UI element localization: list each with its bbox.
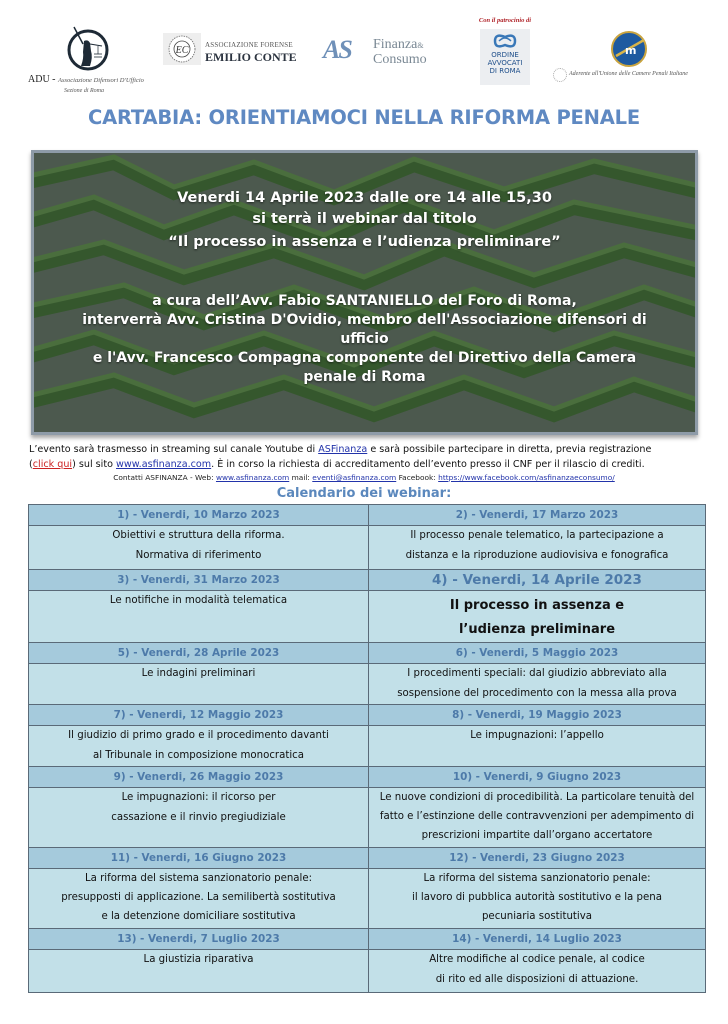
afec-big-text: EMILIO CONTE	[205, 50, 297, 64]
session-topic-cell	[369, 664, 706, 705]
asf-line2: Consumo	[373, 52, 427, 67]
adu-logo	[28, 22, 158, 102]
session-topic-cell	[369, 726, 706, 767]
session-topic-line: Le indagini preliminari	[141, 668, 256, 679]
site-link[interactable]: www.asfinanza.com	[116, 459, 212, 470]
session-topic-line: Le impugnazioni: il ricorso per	[121, 792, 276, 803]
session-date-header: 9) - Venerdi, 26 Maggio 2023	[29, 767, 369, 788]
streaming-info: L’evento sarà trasmesso in streaming sul canale Youtube di ASFinanza e sarà possibile partecipare in diretta, previa registrazione	[29, 444, 652, 455]
oar-knot-icon	[491, 31, 519, 51]
calendar-header-row	[29, 929, 706, 950]
calendar-header-row	[29, 643, 706, 664]
session-topic-line: La riforma del sistema sanzionatorio penale:	[84, 873, 313, 884]
calendar-header-row	[29, 570, 706, 591]
session-date-header: 3) - Venerdi, 31 Marzo 2023	[29, 570, 369, 591]
ucpi-text: Aderente all'Unione delle Camere Penali Italiane	[569, 71, 688, 77]
session-topic-cell	[369, 591, 706, 643]
session-date-header: 12) - Venerdi, 23 Giugno 2023	[369, 848, 706, 869]
calendar-body-row	[29, 591, 706, 643]
session-topic-line: presupposti di applicazione. La semilibertà sostitutiva	[61, 892, 336, 903]
session-topic-cell	[29, 526, 369, 570]
calendar-body-row	[29, 788, 706, 848]
contacts-line: Contatti ASFINANZA - Web: www.asfinanza.com mail: eventi@asfinanza.com Facebook: https://www.facebook.com/asfinanzaeconsumo/	[113, 473, 615, 482]
session-topic-cell	[369, 950, 706, 993]
session-topic-line: Il giudizio di primo grado e il procedimento davanti	[68, 730, 329, 741]
ucpi-seal-icon	[553, 68, 567, 82]
hero-speaker-line2: interverrà Avv. Cristina D'Ovidio, membro dell'Associazione difensori di	[82, 312, 647, 328]
session-topic-line: I procedimenti speciali: dal giudizio abbreviato alla	[407, 668, 667, 679]
hero-speaker-line1: a cura dell’Avv. Fabio SANTANIELLO del Foro di Roma,	[152, 293, 577, 309]
svg-text:m: m	[625, 44, 637, 57]
session-topic-cell	[29, 664, 369, 705]
calendar-table	[28, 504, 706, 993]
session-topic-cell	[29, 726, 369, 767]
session-topic-cell	[369, 869, 706, 929]
session-topic-cell	[29, 950, 369, 993]
calendar-header-row	[29, 505, 706, 526]
adu-name: ADU - Associazione Difensori D'Ufficio	[28, 74, 144, 85]
session-date-header: 2) - Venerdi, 17 Marzo 2023	[369, 505, 706, 526]
calendar-header-row	[29, 848, 706, 869]
calendar-body-row	[29, 526, 706, 570]
session-topic-line: di rito ed alle disposizioni di attuazione.	[435, 974, 639, 985]
oar-text: ORDINE AVVOCATI DI ROMA	[487, 51, 523, 75]
ucpi-logo	[548, 28, 713, 88]
contacts-mail-link[interactable]: eventi@asfinanza.com	[312, 473, 397, 482]
calendar-body-row	[29, 869, 706, 929]
session-topic-line: Obiettivi e struttura della riforma.	[112, 530, 285, 541]
hero-speaker-line5: penale di Roma	[303, 369, 426, 385]
calendar-body-row	[29, 664, 706, 705]
session-topic-line: Normativa di riferimento	[135, 550, 262, 561]
session-topic-line: Le notifiche in modalità telematica	[109, 595, 288, 606]
session-date-header: 1) - Venerdi, 10 Marzo 2023	[29, 505, 369, 526]
hero-webinar-title: “Il processo in assenza e l’udienza preliminare”	[168, 234, 561, 250]
asfinanza-youtube-link[interactable]: ASFinanza	[318, 444, 368, 455]
session-topic-line: al Tribunale in composizione monocratica	[92, 750, 305, 761]
asfinanza-logo	[323, 35, 443, 71]
session-topic-line: Altre modifiche al codice penale, al codice	[429, 954, 645, 965]
afec-logo	[163, 33, 303, 65]
calendar-body-row	[29, 726, 706, 767]
session-topic-line: Il processo in assenza e	[449, 598, 625, 613]
session-topic-line: La riforma del sistema sanzionatorio penale:	[423, 873, 651, 884]
session-topic-line: sospensione del procedimento con la messa alla prova	[397, 688, 677, 699]
justice-statue-icon	[66, 24, 114, 72]
ucpi-emblem-icon	[610, 30, 648, 68]
afec-seal-icon	[163, 33, 201, 65]
hero-speaker-line3: ufficio	[340, 331, 389, 347]
session-date-header: 5) - Venerdi, 28 Aprile 2023	[29, 643, 369, 664]
asf-line1: Finanza&	[373, 37, 424, 52]
click-here-link[interactable]: click qui	[32, 459, 73, 470]
hero-banner	[31, 150, 698, 435]
session-date-header: 6) - Venerdi, 5 Maggio 2023	[369, 643, 706, 664]
session-topic-line: distanza e la riproduzione audiovisiva e fonografica	[405, 550, 669, 561]
session-topic-line: Il processo penale telematico, la partecipazione a	[410, 530, 664, 541]
session-topic-line: prescrizioni impartite dall’organo accertatore	[421, 830, 653, 841]
session-topic-cell	[369, 788, 706, 848]
session-topic-line: l’udienza preliminare	[458, 622, 616, 637]
session-date-header: 4) - Venerdi, 14 Aprile 2023	[369, 570, 706, 591]
session-topic-line: e la detenzione domiciliare sostitutiva	[101, 911, 296, 922]
svg-text:EC: EC	[175, 45, 189, 56]
session-topic-line: fatto e l’estinzione delle contravvenzioni per adempimento di	[379, 811, 695, 822]
as-mark: AS	[323, 35, 351, 64]
registration-info: (click qui) sul sito www.asfinanza.com. È in corso la richiesta di accreditamento dell’evento presso il CNF per il rilascio di crediti.	[29, 459, 645, 470]
hero-speaker-line4: e l'Avv. Francesco Compagna componente del Direttivo della Camera	[92, 350, 637, 366]
session-date-header: 11) - Venerdi, 16 Giugno 2023	[29, 848, 369, 869]
adu-sub: Sezione di Roma	[64, 88, 104, 94]
session-date-header: 8) - Venerdi, 19 Maggio 2023	[369, 705, 706, 726]
patronage-label: Con il patrocinio di	[478, 17, 532, 24]
session-topic-line: cassazione e il rinvio pregiudiziale	[111, 812, 286, 823]
session-date-header: 14) - Venerdi, 14 Luglio 2023	[369, 929, 706, 950]
session-date-header: 7) - Venerdi, 12 Maggio 2023	[29, 705, 369, 726]
oar-box	[480, 29, 530, 85]
calendar-header-row	[29, 767, 706, 788]
afec-small-text: ASSOCIAZIONE FORENSE	[205, 41, 293, 49]
session-date-header: 13) - Venerdi, 7 Luglio 2023	[29, 929, 369, 950]
session-topic-cell	[29, 788, 369, 848]
session-topic-line: Le nuove condizioni di procedibilità. La particolare tenuità del	[379, 792, 695, 803]
session-topic-cell	[369, 526, 706, 570]
contacts-web-link[interactable]: www.asfinanza.com	[215, 473, 290, 482]
hero-date-line: Venerdi 14 Aprile 2023 dalle ore 14 alle 15,30	[177, 190, 552, 206]
session-topic-line: pecuniaria sostitutiva	[481, 911, 593, 922]
logo-header	[0, 0, 728, 104]
session-topic-line: il lavoro di pubblica autorità sostitutivo e la pena	[412, 892, 662, 903]
page-title: CARTABIA: ORIENTIAMOCI NELLA RIFORMA PENALE	[87, 106, 641, 129]
session-topic-cell	[29, 591, 369, 643]
session-topic-line: La giustizia riparativa	[143, 954, 254, 965]
hero-webinar-line: si terrà il webinar dal titolo	[252, 211, 477, 227]
calendar-body-row	[29, 950, 706, 993]
session-date-header: 10) - Venerdi, 9 Giugno 2023	[369, 767, 706, 788]
ordine-avvocati-logo	[470, 17, 540, 87]
session-topic-cell	[29, 869, 369, 929]
calendar-header-row	[29, 705, 706, 726]
contacts-facebook-link[interactable]: https://www.facebook.com/asfinanzaeconsumo/	[438, 473, 615, 482]
session-topic-line: Le impugnazioni: l’appello	[470, 730, 604, 741]
calendar-title: Calendario dei webinar:	[276, 486, 452, 501]
